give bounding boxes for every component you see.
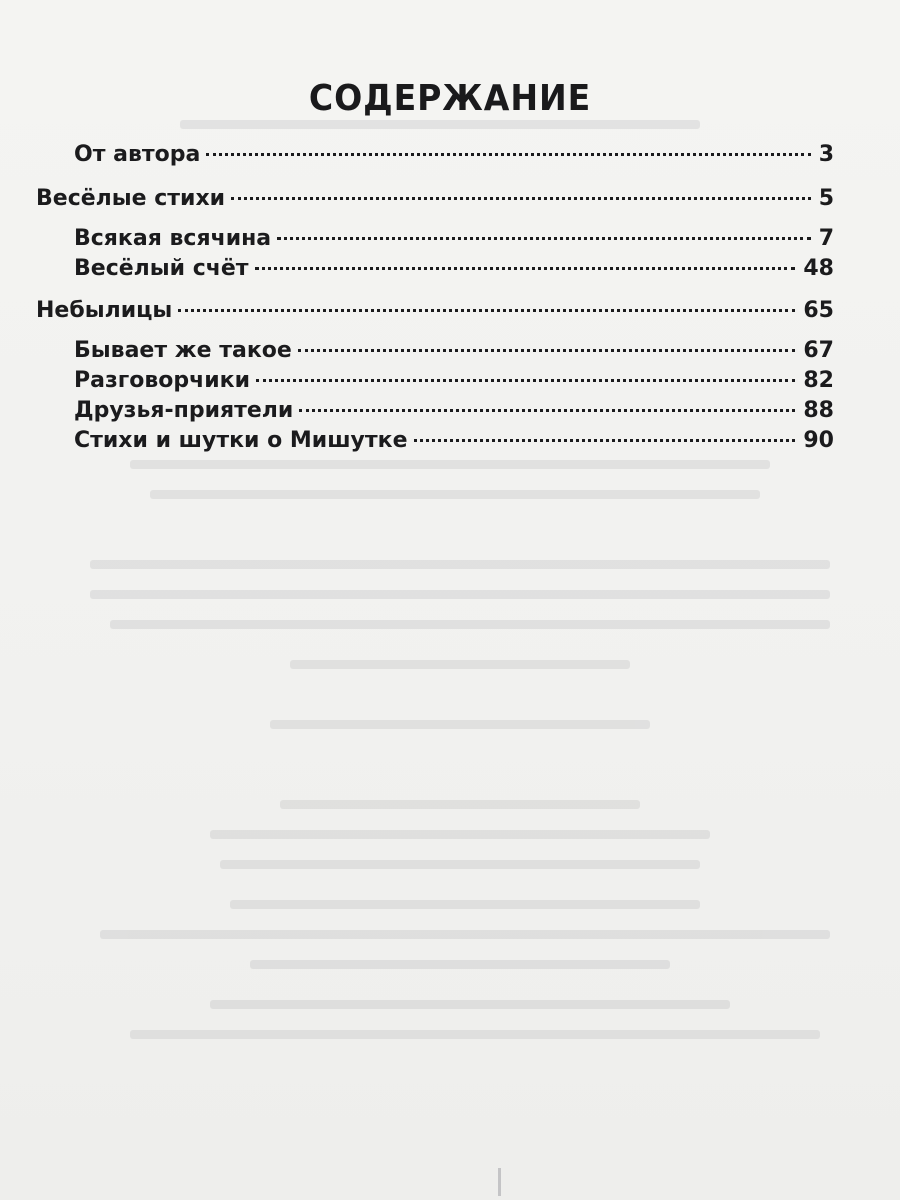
toc-entry-label: Бывает же такое bbox=[74, 338, 292, 363]
toc-section[interactable] bbox=[36, 298, 834, 334]
toc-section[interactable] bbox=[36, 186, 834, 222]
toc-entry-page: 48 bbox=[803, 256, 834, 281]
toc-entry-label: Стихи и шутки о Мишутке bbox=[74, 428, 408, 453]
page-title: СОДЕРЖАНИЕ bbox=[308, 78, 592, 119]
toc-entry-page: 3 bbox=[818, 142, 834, 167]
toc-entry-label: Разговорчики bbox=[74, 368, 251, 393]
dot-leader bbox=[298, 349, 796, 352]
toc-section-page: 65 bbox=[803, 298, 834, 323]
dot-leader bbox=[277, 237, 811, 240]
dot-leader bbox=[178, 309, 795, 312]
toc-section-page: 5 bbox=[818, 186, 834, 211]
toc-entry-label: Друзья-приятели bbox=[74, 398, 294, 423]
toc-entry[interactable] bbox=[74, 256, 834, 292]
toc-entry-label: Весёлый счёт bbox=[74, 256, 249, 281]
dot-leader bbox=[256, 379, 795, 382]
toc-entry-page: 88 bbox=[803, 398, 834, 423]
toc-entry-label: От автора bbox=[74, 142, 201, 167]
toc-entry-page: 67 bbox=[803, 338, 834, 363]
page-edge-mark bbox=[498, 1168, 501, 1196]
dot-leader bbox=[299, 409, 795, 412]
toc-section-label: Весёлые стихи bbox=[36, 186, 226, 211]
toc-entry[interactable] bbox=[74, 142, 834, 178]
toc-entry-page: 7 bbox=[818, 226, 834, 251]
dot-leader bbox=[255, 267, 796, 270]
toc-entry-label: Всякая всячина bbox=[74, 226, 272, 251]
dot-leader bbox=[231, 197, 811, 200]
dot-leader bbox=[414, 439, 796, 442]
toc-section-label: Небылицы bbox=[36, 298, 173, 323]
toc-entry-page: 90 bbox=[803, 428, 834, 453]
toc-entry[interactable] bbox=[74, 428, 834, 464]
toc-entry-page: 82 bbox=[803, 368, 834, 393]
dot-leader bbox=[206, 153, 810, 156]
